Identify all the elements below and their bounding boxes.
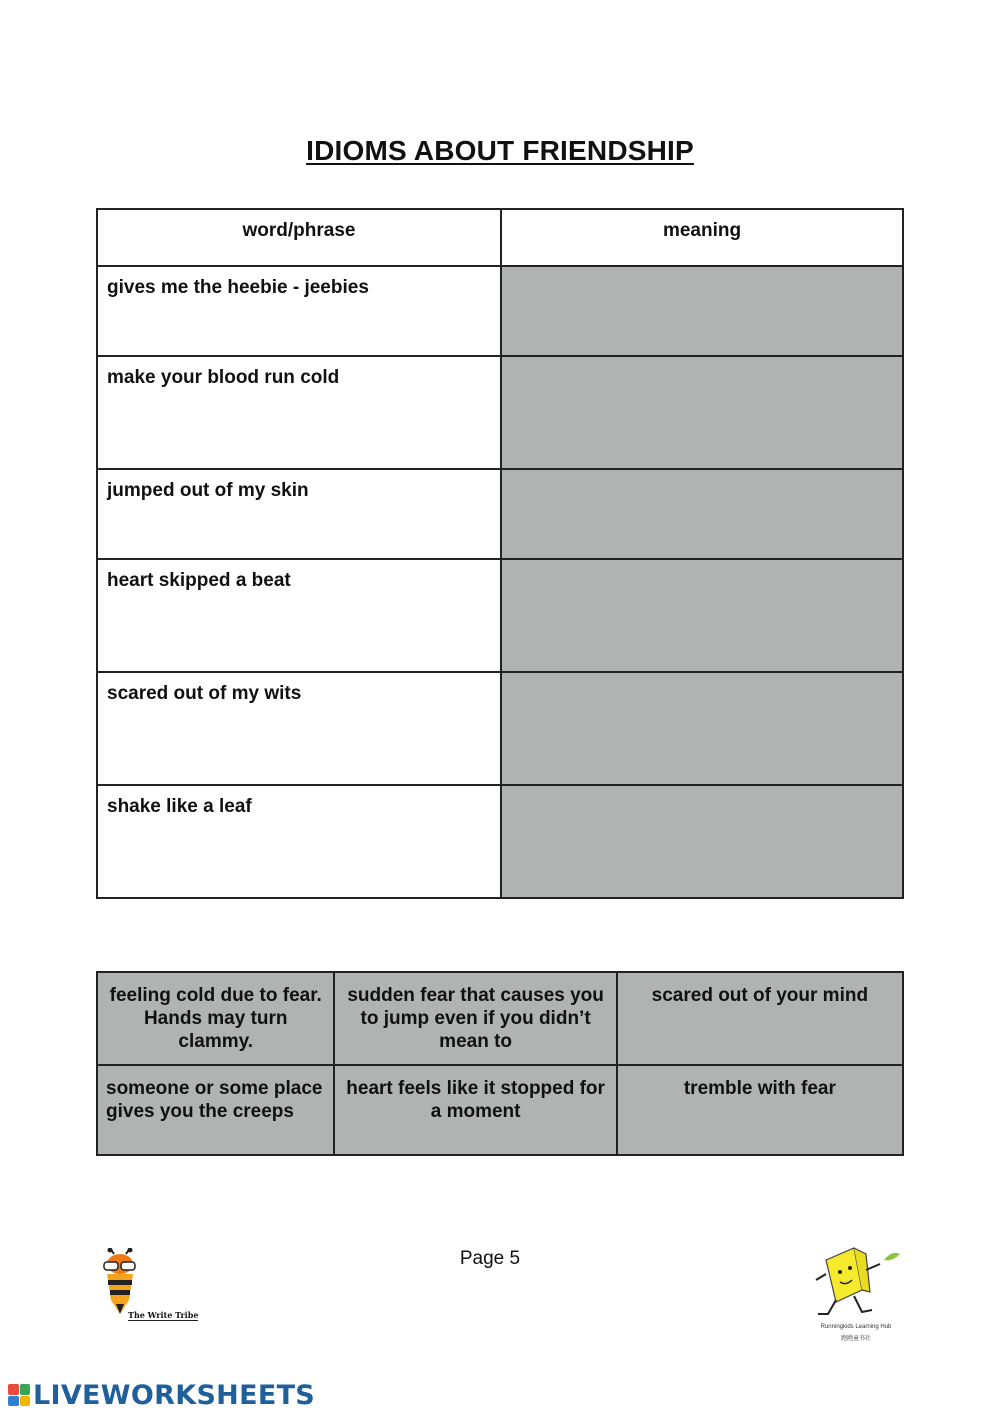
running-book-icon <box>806 1240 906 1324</box>
write-tribe-caption: The Write Tribe <box>128 1310 199 1320</box>
header-word-phrase: word/phrase <box>97 209 501 266</box>
meaning-drop-zone[interactable] <box>501 672 903 785</box>
answer-row <box>97 1065 903 1155</box>
phrase-cell: gives me the heebie - jeebies <box>97 266 501 356</box>
answer-bank <box>96 971 904 1156</box>
table-row <box>97 469 903 559</box>
answer-card[interactable]: tremble with fear <box>617 1065 903 1155</box>
idiom-table <box>96 208 904 899</box>
page-number: Page 5 <box>459 1248 521 1269</box>
answer-card[interactable]: someone or some place gives you the creeps <box>97 1065 334 1155</box>
phrase-cell: heart skipped a beat <box>97 559 501 672</box>
meaning-drop-zone[interactable] <box>501 266 903 356</box>
table-row <box>97 559 903 672</box>
answer-card[interactable]: sudden fear that causes you to jump even if you didn’t mean to <box>334 972 616 1065</box>
answer-card[interactable]: heart feels like it stopped for a moment <box>334 1065 616 1155</box>
table-row <box>97 266 903 356</box>
meaning-drop-zone[interactable] <box>501 356 903 469</box>
write-tribe-logo <box>96 1248 216 1328</box>
colored-blocks-icon <box>8 1384 30 1406</box>
answer-card[interactable]: scared out of your mind <box>617 972 903 1065</box>
phrase-cell: scared out of my wits <box>97 672 501 785</box>
table-row <box>97 672 903 785</box>
phrase-cell: shake like a leaf <box>97 785 501 898</box>
phrase-cell: jumped out of my skin <box>97 469 501 559</box>
phrase-cell: make your blood run cold <box>97 356 501 469</box>
table-header-row <box>97 209 903 266</box>
runningkids-logo <box>806 1240 916 1350</box>
liveworksheets-brand <box>8 1380 315 1410</box>
meaning-drop-zone[interactable] <box>501 785 903 898</box>
header-meaning: meaning <box>501 209 903 266</box>
answer-row <box>97 972 903 1065</box>
brand-wordmark: LIVEWORKSHEETS <box>33 1379 316 1411</box>
table-row <box>97 356 903 469</box>
page-title: IDIOMS ABOUT FRIENDSHIP <box>306 135 694 166</box>
table-row <box>97 785 903 898</box>
runningkids-caption-cn: 跑跑童书社 <box>840 1336 871 1342</box>
runningkids-caption: Runningkids Learning Hub <box>820 1324 892 1330</box>
meaning-drop-zone[interactable] <box>501 559 903 672</box>
meaning-drop-zone[interactable] <box>501 469 903 559</box>
answer-card[interactable]: feeling cold due to fear. Hands may turn clammy. <box>97 972 334 1065</box>
